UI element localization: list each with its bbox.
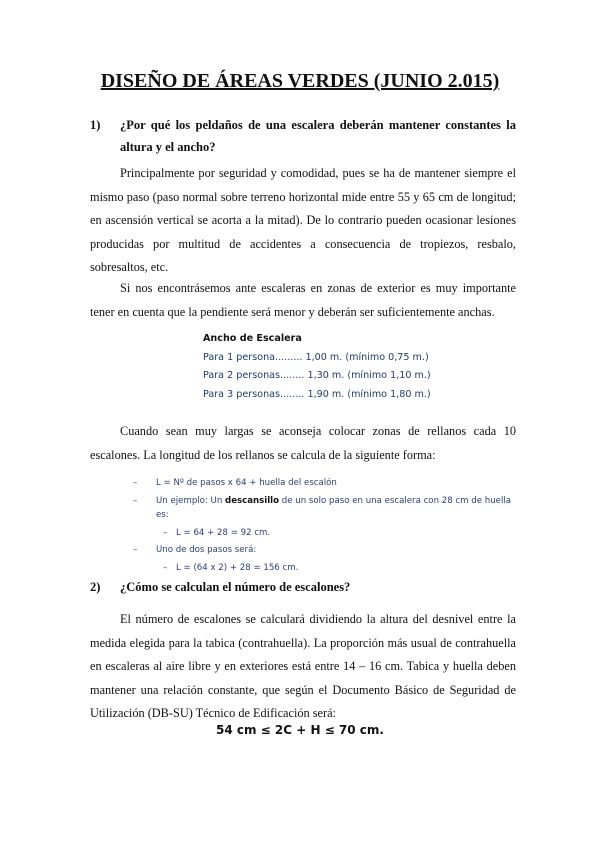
list-item [133,494,511,523]
list-text: L = Nº de pasos x 64 + huella del escalón [156,478,337,488]
table-row: Para 3 personas........ 1,90 m. (mínimo 1,80 m.) [203,388,431,400]
paragraph-4: El número de escalones se calculará dividiendo la altura del desnivel entre la medida elegida para la tabica (contrahuella). La proporción más usual de contrahuella en escaleras al aire libre y en exteriores está entre 14 – 16 cm. Tabica y huella deben mantener una relación constante, que según el Documento Básico de Seguridad de Utilización (DB-SU) Técnico de Edificación será: [90,612,516,721]
list-text: L = (64 x 2) + 28 = 156 cm. [176,562,299,573]
dash-bullet: – [133,545,138,555]
paragraph-1: Principalmente por seguridad y comodidad, pues se ha de mantener siempre el mismo paso (paso normal sobre terreno horizontal mide entre 55 y 65 cm de longitud; en ascensión vertical se acorta a la mitad). De lo contrario pueden ocasionar lesiones producidas por multitud de accidentes a consecuencia de tropiezos, resbalo, sobresaltos, etc. [90,166,516,275]
question-1 [90,114,516,158]
list-text: Uno de dos pasos será: [156,545,257,555]
question-text: ¿Por qué los peldaños de una escalera deberán mantener constantes la altura y el ancho? [120,118,516,154]
question-text: ¿Cómo se calculan el número de escalones? [120,580,351,594]
list-bold-text: descansillo [225,495,280,506]
paragraph-3: Cuando sean muy largas se aconseja colocar zonas de rellanos cada 10 escalones. La longitud de los rellanos se calcula de la siguiente forma: [90,424,516,462]
list-text: de un solo paso en una escalera con 28 cm de huella es: [156,495,511,520]
question-2 [90,576,516,598]
dash-bullet: – [163,527,168,538]
list-text: L = 64 + 28 = 92 cm. [176,527,271,538]
formula: 54 cm ≤ 2C + H ≤ 70 cm. [216,723,384,737]
dash-bullet: – [133,478,138,488]
table-row: Para 2 personas........ 1,30 m. (mínimo 1,10 m.) [203,370,431,381]
question-number: 1) [90,118,101,132]
page-title: DISEÑO DE ÁREAS VERDES (JUNIO 2.015) [100,70,500,92]
paragraph-2: Si nos encontrásemos ante escaleras en zonas de exterior es muy importante tener en cuenta que la pendiente será menor y deberán ser suficientemente anchas. [90,281,516,319]
list-text: Un ejemplo: Un [156,495,226,506]
list-item [133,543,511,558]
sub-item [133,526,511,541]
sub-item [133,561,511,576]
formula-list [133,476,511,578]
question-number: 2) [90,580,101,594]
dash-bullet: – [133,495,138,506]
list-item [133,476,511,491]
dash-bullet: – [163,562,168,573]
table-header: Ancho de Escalera [203,333,302,344]
stair-width-table [203,330,431,404]
table-row: Para 1 persona......... 1,00 m. (mínimo 0,75 m.) [203,351,429,363]
